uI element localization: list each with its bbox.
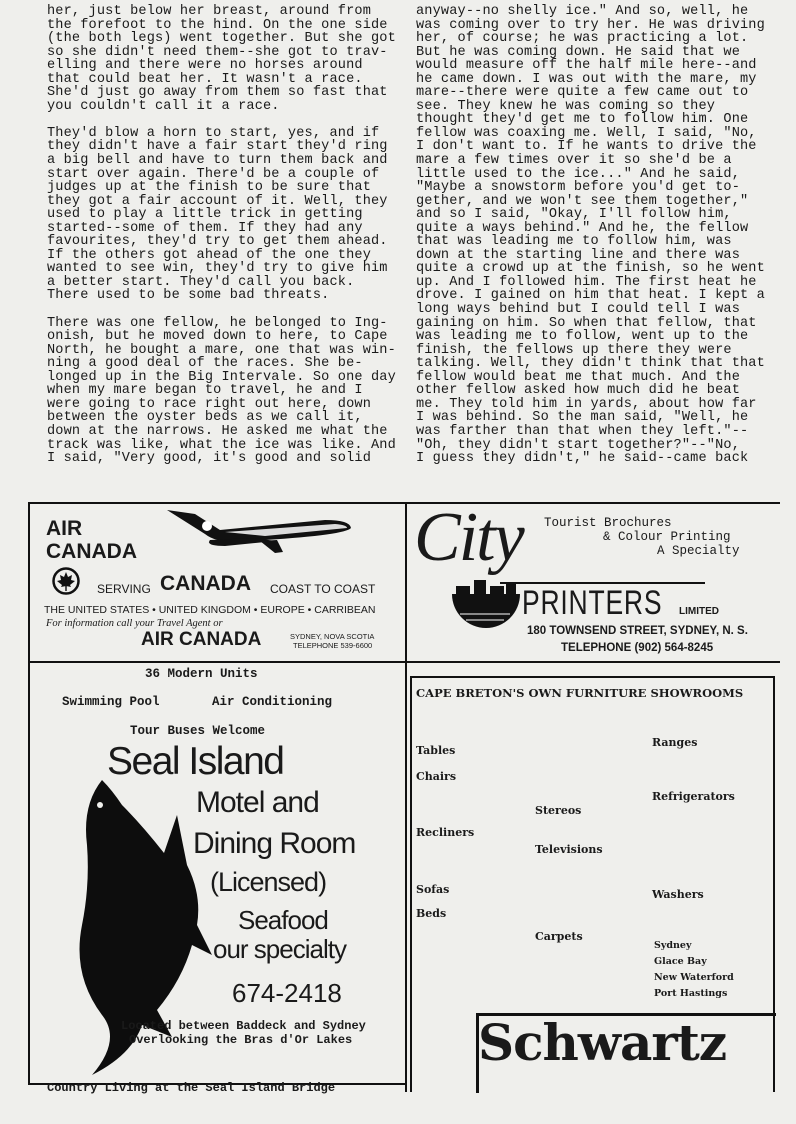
location-new-waterford: New Waterford bbox=[654, 972, 734, 983]
phone-number: 674-2418 bbox=[232, 978, 342, 1008]
printers-address: 180 TOWNSEND STREET, SYDNEY, N. S. bbox=[527, 625, 748, 637]
item-recliners: Recliners bbox=[416, 826, 475, 839]
text-line: when my mare began to travel, he and I bbox=[47, 383, 363, 399]
pool-text: Swimming Pool bbox=[62, 695, 160, 709]
units-text: 36 Modern Units bbox=[145, 667, 258, 681]
text-line: longed up in the Big Intervale. So one day bbox=[47, 369, 396, 385]
tagline-2: & Colour Printing bbox=[603, 530, 731, 544]
location-glace-bay: Glace Bay bbox=[654, 956, 707, 967]
maple-leaf-logo-icon bbox=[52, 567, 80, 595]
text-line: used to play a little trick in getting bbox=[47, 207, 363, 223]
text-line: She'd just go away from them so fast that bbox=[47, 85, 388, 101]
text-line: was farther than that when they left."-- bbox=[416, 423, 749, 439]
text-line: would measure off the half mile here--and bbox=[416, 58, 757, 74]
text-line: onish, but he moved down to here, to Cape bbox=[47, 329, 388, 345]
text-line: I said, "Very good, it's good and solid bbox=[47, 451, 371, 467]
text-line: other fellow asked how much did he beat bbox=[416, 383, 740, 399]
text-line: were going to race right out here, down bbox=[47, 396, 371, 412]
divider-top bbox=[28, 502, 780, 504]
text-line: talking. Well, they didn't think that that bbox=[416, 356, 765, 372]
destinations-text: THE UNITED STATES • UNITED KINGDOM • EUROPE • CARRIBEAN bbox=[44, 604, 376, 616]
air-conditioning-text: Air Conditioning bbox=[212, 695, 333, 709]
text-line: (the both legs) went together. But she got bbox=[47, 31, 396, 47]
text-line: If the others got ahead of the one they bbox=[47, 247, 371, 263]
article-right-column bbox=[416, 5, 765, 466]
motel-text: Motel and bbox=[196, 786, 319, 819]
text-line: quite a ways behind." And he, the fellow bbox=[416, 220, 749, 236]
air-canada-logo-text: AIR CANADA bbox=[46, 517, 137, 563]
text-line bbox=[47, 303, 396, 317]
text-line: her, just below her breast, around from bbox=[47, 4, 371, 19]
text-line: was leading me to follow, went up to the bbox=[416, 329, 749, 345]
air-canada-location: SYDNEY, NOVA SCOTIA bbox=[290, 632, 375, 641]
seal-island-title: Seal Island bbox=[107, 740, 284, 783]
text-line: ning a good deal of the races. She be- bbox=[47, 356, 363, 372]
printers-telephone: TELEPHONE (902) 564-8245 bbox=[561, 642, 714, 654]
city-skyline-icon bbox=[450, 576, 522, 632]
text-line: mare--there were quite a few came out to bbox=[416, 85, 749, 101]
text-line: gether, and we won't see them together," bbox=[416, 193, 749, 209]
text-line: They'd blow a horn to start, yes, and if bbox=[47, 125, 380, 141]
text-line bbox=[47, 113, 396, 127]
text-line: anyway--no shelly ice." And so, well, he bbox=[416, 4, 749, 19]
text-line: a better start. They'd call you back. bbox=[47, 274, 355, 290]
text-line: I guess they didn't," he said--came back bbox=[416, 451, 749, 467]
text-line: I was behind. So the man said, "Well, he bbox=[416, 410, 749, 426]
text-line: me. They told him in yards, about how far bbox=[416, 396, 757, 412]
air-canada-brand: AIR CANADA bbox=[141, 629, 262, 650]
text-line: her, of course; he was practicing a lot. bbox=[416, 31, 749, 47]
text-line: "Oh, they didn't start together?"--"No, bbox=[416, 437, 740, 453]
item-beds: Beds bbox=[416, 907, 447, 920]
text-line: a big bell and have to turn them back and bbox=[47, 153, 388, 169]
text-line: judges up at the finish to be sure that bbox=[47, 180, 371, 196]
text-line: North, he bought a mare, one that was win- bbox=[47, 342, 396, 358]
divider-vertical bbox=[405, 502, 407, 1092]
text-line: they didn't have a fair start they'd ring bbox=[47, 139, 388, 155]
text-line: little used to the ice..." And he said, bbox=[416, 166, 740, 182]
text-line: up. And I followed him. The first heat he bbox=[416, 274, 757, 290]
text-line: see. They knew he was coming so they bbox=[416, 98, 716, 114]
text-line: I don't want to. If he wants to drive the bbox=[416, 139, 757, 155]
text-line: he came down. I was out with the mare, my bbox=[416, 71, 757, 87]
text-line: you couldn't call it a race. bbox=[47, 98, 280, 114]
furniture-ad bbox=[410, 676, 775, 1092]
licensed-text: (Licensed) bbox=[210, 867, 327, 897]
item-chairs: Chairs bbox=[416, 770, 457, 783]
buses-text: Tour Buses Welcome bbox=[130, 724, 266, 738]
text-line: elling and there were no horses around bbox=[47, 58, 363, 74]
canada-text: CANADA bbox=[160, 572, 251, 595]
text-line: between the oyster beds as we call it, bbox=[47, 410, 363, 426]
text-line: was coming over to try her. He was driving bbox=[416, 17, 765, 33]
article-left-column bbox=[47, 5, 396, 466]
seal-island-footer: Country Living at the Seal Island Bridge bbox=[47, 1081, 336, 1095]
tagline-1: Tourist Brochures bbox=[544, 516, 672, 530]
text-line: that could beat her. It wasn't a race. bbox=[47, 71, 363, 87]
dining-room-text: Dining Room bbox=[193, 827, 356, 860]
text-line: track was like, what the ice was like. And bbox=[47, 437, 396, 453]
text-line: quite a crowd up at the finish, so he went bbox=[416, 261, 765, 277]
limited-text: LIMITED bbox=[679, 606, 719, 617]
serving-text: SERVING bbox=[97, 582, 151, 596]
info-text: For information call your Travel Agent or bbox=[46, 618, 223, 629]
text-line: long ways behind but I could tell I was bbox=[416, 302, 740, 318]
text-line: so she didn't need them--she got to trav- bbox=[47, 44, 388, 60]
coast-text: COAST TO COAST bbox=[270, 582, 376, 596]
text-line: down at the narrows. He asked me what the bbox=[47, 423, 388, 439]
text-line: But he was coming down. He said that we bbox=[416, 44, 740, 60]
air-canada-telephone: TELEPHONE 539-6600 bbox=[293, 641, 373, 650]
item-tables: Tables bbox=[416, 744, 456, 757]
airplane-icon bbox=[165, 508, 355, 554]
item-carpets: Carpets bbox=[535, 930, 583, 943]
seafood-text: Seafood bbox=[238, 905, 328, 935]
text-line: started--some of them. If they had any bbox=[47, 220, 363, 236]
tagline-3: A Specialty bbox=[657, 544, 740, 558]
item-televisions: Televisions bbox=[535, 843, 603, 856]
text-line: favourites, they'd try to get them ahead. bbox=[47, 234, 388, 250]
city-script-logo: City bbox=[414, 499, 523, 576]
text-line: There was one fellow, he belonged to Ing- bbox=[47, 315, 388, 331]
text-line: "Maybe a snowstorm before you'd get to- bbox=[416, 180, 740, 196]
item-washers: Washers bbox=[652, 888, 704, 901]
text-line: that was leading me to follow him, was bbox=[416, 234, 732, 250]
item-sofas: Sofas bbox=[416, 883, 450, 896]
text-line: wanted to see win, they'd try to give him bbox=[47, 261, 388, 277]
location-sydney: Sydney bbox=[654, 940, 692, 951]
divider-middle bbox=[28, 661, 780, 663]
text-line: gaining on him. So when that fellow, that bbox=[416, 315, 757, 331]
text-line: down at the starting line and there was bbox=[416, 247, 740, 263]
text-line: and so I said, "Okay, I'll follow him, bbox=[416, 207, 732, 223]
text-line: fellow would beat me that much. And the bbox=[416, 369, 740, 385]
location-line-2: Overlooking the Bras d'Or Lakes bbox=[129, 1033, 353, 1047]
item-ranges: Ranges bbox=[652, 736, 698, 749]
specialty-text: our specialty bbox=[213, 934, 346, 964]
furniture-title: CAPE BRETON'S OWN FURNITURE SHOWROOMS bbox=[416, 686, 744, 700]
schwartz-brand: Schwartz bbox=[478, 1013, 727, 1072]
text-line: thought they'd get me to follow him. One bbox=[416, 112, 749, 128]
text-line: the forefoot to the hind. On the one side bbox=[47, 17, 388, 33]
item-refrigerators: Refrigerators bbox=[652, 790, 735, 803]
text-line: There used to be some bad threats. bbox=[47, 288, 330, 304]
location-port-hastings: Port Hastings bbox=[654, 988, 728, 999]
divider-left bbox=[28, 502, 30, 1084]
text-line: they got a fair account of it. Well, they bbox=[47, 193, 388, 209]
text-line: finish, the fellows up there they were bbox=[416, 342, 732, 358]
printers-name: PRINTERS bbox=[522, 584, 663, 622]
text-line: mare a few times over it so she'd be a bbox=[416, 153, 732, 169]
text-line: fellow was coaxing me. Well, I said, "No, bbox=[416, 125, 757, 141]
text-line: drove. I gained on him that heat. I kept a bbox=[416, 288, 765, 304]
location-line-1: Located between Baddeck and Sydney bbox=[121, 1019, 366, 1033]
item-stereos: Stereos bbox=[535, 804, 582, 817]
text-line: start over again. There'd be a couple of bbox=[47, 166, 380, 182]
